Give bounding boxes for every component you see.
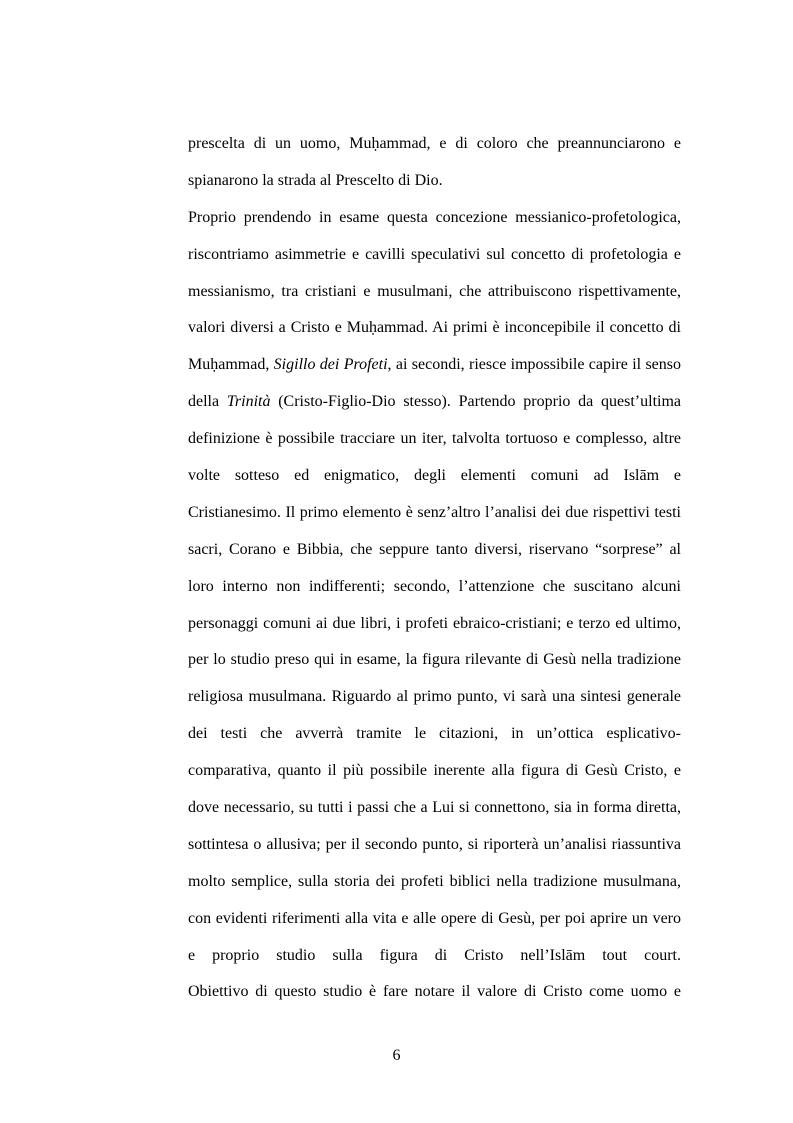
text-line: spianarono la strada al Prescelto di Dio. [188,171,443,189]
text-line [188,388,681,425]
text-line: messianismo, tra cristiani e musulmani, che attribuiscono rispettivamente, [188,282,681,300]
text-run: della [188,393,227,411]
text-line: loro interno non indifferenti; secondo, l’attenzione che suscitano alcuni [188,577,681,595]
text-line: per lo studio preso qui in esame, la figura rilevante di Gesù nella tradizione [188,651,681,669]
text-line: sacri, Corano e Bibbia, che seppure tanto diversi, riservano “sorprese” al [188,540,681,558]
body-text [188,130,681,1015]
italic-text: Trinità [226,393,271,411]
text-line: volte sotteso ed enigmatico, degli elementi comuni ad Islām e [188,467,681,485]
text-line: dove necessario, su tutti i passi che a Lui si connettono, sia in forma diretta, [188,799,681,817]
text-line: riscontriamo asimmetrie e cavilli speculativi sul concetto di profetologia e [188,245,681,263]
page-number: 6 [392,1047,401,1064]
text-line: personaggi comuni ai due libri, i profeti ebraico-cristiani; e terzo ed ultimo, [188,614,681,632]
text-run: (Cristo-Figlio-Dio stesso). Partendo proprio da quest’ultima [270,393,682,411]
text-line: Cristianesimo. Il primo elemento è senz’altro l’analisi dei due rispettivi testi [188,503,681,521]
text-line: dei testi che avverrà tramite le citazioni, in un’ottica esplicativo- [188,725,681,743]
text-run: , ai secondi, riesce impossibile capire il senso [387,356,682,374]
text-line: prescelta di un uomo, Muḥammad, e di coloro che preannunciarono e [188,135,681,152]
text-run: Muḥammad, [188,356,274,374]
text-line: molto semplice, sulla storia dei profeti biblici nella tradizione musulmana, [188,872,681,890]
text-line: sottintesa o allusiva; per il secondo punto, si riporterà un’analisi riassuntiva [188,835,681,853]
text-line: con evidenti riferimenti alla vita e alle opere di Gesù, per poi aprire un vero [188,909,681,927]
text-line: e proprio studio sulla figura di Cristo nell’Islām tout court. [188,946,681,964]
text-line: Obiettivo di questo studio è fare notare il valore di Cristo come uomo e [188,983,681,1001]
text-line: religiosa musulmana. Riguardo al primo punto, vi sarà una sintesi generale [188,688,681,706]
text-line: definizione è possibile tracciare un iter, talvolta tortuoso e complesso, altre [188,430,681,448]
text-line: comparativa, quanto il più possibile inerente alla figura di Gesù Cristo, e [188,762,681,780]
text-line: Proprio prendendo in esame questa concezione messianico-profetologica, [188,208,681,226]
text-line [188,351,681,388]
text-line: valori diversi a Cristo e Muḥammad. Ai primi è inconcepibile il concetto di [188,319,681,337]
italic-text: Sigillo dei Profeti [273,356,388,374]
